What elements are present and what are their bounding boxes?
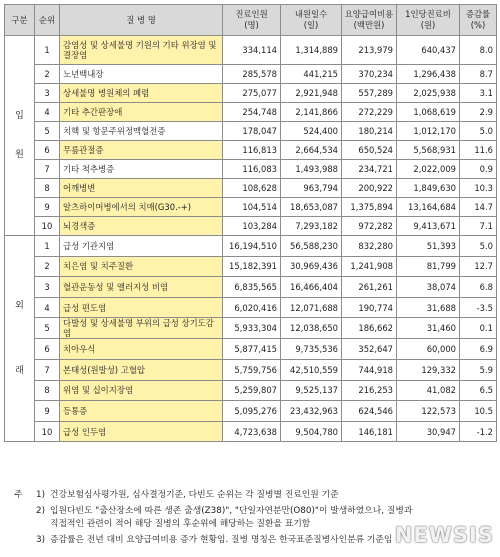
disease-name-cell: 치아우식	[60, 339, 223, 360]
footnote-1-text: 건강보험심사평가원, 심사결정기준, 다빈도 순위는 각 질병별 진료인원 기준	[50, 490, 339, 500]
disease-name-cell: 등통증	[60, 401, 223, 422]
footnote-3-label: 3)	[36, 535, 46, 545]
disease-name-cell: 급성 편도염	[60, 297, 223, 318]
rank-cell: 1	[35, 236, 60, 257]
growth-cell: 0.1	[460, 318, 497, 339]
cost-cell: 213,979	[342, 36, 397, 65]
header-row	[5, 5, 497, 36]
col-header-per-person: 1인당진료비 (원)	[397, 5, 460, 36]
table-row	[5, 256, 497, 277]
per-person-cell: 1,012,170	[397, 122, 460, 141]
patients-cell: 334,114	[223, 36, 281, 65]
col-header-cost: 요양급여비용 (백만원)	[342, 5, 397, 36]
per-person-cell: 38,074	[397, 277, 460, 298]
disease-name-cell: 본태성(원발성) 고혈압	[60, 359, 223, 380]
days-cell: 2,921,948	[281, 84, 342, 103]
patients-cell: 4,723,638	[223, 421, 281, 442]
footnote-1-label: 1)	[36, 490, 46, 500]
growth-cell: 14.7	[460, 198, 497, 217]
days-cell: 441,215	[281, 65, 342, 84]
cost-cell: 216,253	[342, 380, 397, 401]
rank-cell: 3	[35, 277, 60, 298]
patients-cell: 16,194,510	[223, 236, 281, 257]
table-row	[5, 179, 497, 198]
rank-cell: 9	[35, 198, 60, 217]
cost-cell: 190,774	[342, 297, 397, 318]
table-row	[5, 359, 497, 380]
table-row	[5, 65, 497, 84]
growth-cell: 8.0	[460, 36, 497, 65]
growth-cell: 0.9	[460, 160, 497, 179]
patients-cell: 5,759,756	[223, 359, 281, 380]
growth-cell: 5.0	[460, 122, 497, 141]
footnote-prefix: 주	[14, 490, 23, 500]
table-row	[5, 217, 497, 236]
patients-cell: 254,748	[223, 103, 281, 122]
col-header-patients: 진료인원 (명)	[223, 5, 281, 36]
rank-cell: 2	[35, 256, 60, 277]
rank-cell: 8	[35, 179, 60, 198]
growth-cell: 10.5	[460, 401, 497, 422]
rank-cell: 6	[35, 339, 60, 360]
cost-cell: 1,241,908	[342, 256, 397, 277]
col-header-group: 구분	[5, 5, 35, 36]
patients-cell: 103,284	[223, 217, 281, 236]
per-person-cell: 1,849,630	[397, 179, 460, 198]
growth-cell: 6.8	[460, 277, 497, 298]
per-person-cell: 1,296,438	[397, 65, 460, 84]
days-cell: 12,038,650	[281, 318, 342, 339]
rank-cell: 2	[35, 65, 60, 84]
col-header-disease: 질 병 명	[60, 5, 223, 36]
disease-name-cell: 위염 및 십이지장염	[60, 380, 223, 401]
per-person-cell: 9,413,671	[397, 217, 460, 236]
disease-name-cell: 무릎관절증	[60, 141, 223, 160]
patients-cell: 275,077	[223, 84, 281, 103]
footnote-3-text: 증감률은 전년 대비 요양급여비용 증가 현황임. 질병 명칭은 한국표준질병사인분류 기준임	[50, 535, 393, 545]
table-row	[5, 339, 497, 360]
table-row	[5, 297, 497, 318]
table-row	[5, 141, 497, 160]
growth-cell: 6.5	[460, 380, 497, 401]
disease-name-cell: 기타 척추병증	[60, 160, 223, 179]
table-row	[5, 380, 497, 401]
patients-cell: 178,047	[223, 122, 281, 141]
per-person-cell: 31,460	[397, 318, 460, 339]
disease-name-cell: 노년백내장	[60, 65, 223, 84]
cost-cell: 650,524	[342, 141, 397, 160]
days-cell: 9,504,780	[281, 421, 342, 442]
cost-cell: 200,922	[342, 179, 397, 198]
patients-cell: 116,813	[223, 141, 281, 160]
disease-name-cell: 급성 기관지염	[60, 236, 223, 257]
rank-cell: 4	[35, 103, 60, 122]
table-row	[5, 160, 497, 179]
patients-cell: 15,182,391	[223, 256, 281, 277]
growth-cell: 7.1	[460, 217, 497, 236]
cost-cell: 624,546	[342, 401, 397, 422]
patients-cell: 6,835,565	[223, 277, 281, 298]
table-row	[5, 401, 497, 422]
per-person-cell: 30,947	[397, 421, 460, 442]
cost-cell: 744,918	[342, 359, 397, 380]
cost-cell: 186,662	[342, 318, 397, 339]
rank-cell: 6	[35, 141, 60, 160]
per-person-cell: 129,332	[397, 359, 460, 380]
per-person-cell: 51,393	[397, 236, 460, 257]
per-person-cell: 41,082	[397, 380, 460, 401]
per-person-cell: 5,568,931	[397, 141, 460, 160]
days-cell: 1,493,988	[281, 160, 342, 179]
growth-cell: 5.0	[460, 236, 497, 257]
days-cell: 56,588,230	[281, 236, 342, 257]
footnote-1	[14, 489, 494, 502]
disease-name-cell: 알츠하이머병에서의 치매(G30.-+)	[60, 198, 223, 217]
growth-cell: 6.9	[460, 339, 497, 360]
footnote-2-text-b: 직접적인 관련이 적어 해당 질병의 후순위에 해당하는 질환을 표기함	[50, 519, 311, 529]
col-header-days: 내원일수 (일)	[281, 5, 342, 36]
rank-cell: 5	[35, 318, 60, 339]
patients-cell: 5,933,304	[223, 318, 281, 339]
per-person-cell: 81,799	[397, 256, 460, 277]
days-cell: 2,141,866	[281, 103, 342, 122]
cost-cell: 180,214	[342, 122, 397, 141]
growth-cell: 3.1	[460, 84, 497, 103]
days-cell: 42,510,559	[281, 359, 342, 380]
disease-name-cell: 급성 인두염	[60, 421, 223, 442]
disease-name-cell: 치은염 및 치주질환	[60, 256, 223, 277]
per-person-cell: 13,164,684	[397, 198, 460, 217]
cost-cell: 972,282	[342, 217, 397, 236]
patients-cell: 6,020,416	[223, 297, 281, 318]
table-row	[5, 421, 497, 442]
cost-cell: 370,234	[342, 65, 397, 84]
days-cell: 9,735,536	[281, 339, 342, 360]
disease-name-cell: 혈관운동성 및 앨러지성 비염	[60, 277, 223, 298]
growth-cell: 8.7	[460, 65, 497, 84]
cost-cell: 234,721	[342, 160, 397, 179]
patients-cell: 116,083	[223, 160, 281, 179]
per-person-cell: 640,437	[397, 36, 460, 65]
rank-cell: 9	[35, 401, 60, 422]
cost-cell: 261,261	[342, 277, 397, 298]
growth-cell: 12.7	[460, 256, 497, 277]
per-person-cell: 60,000	[397, 339, 460, 360]
days-cell: 1,314,889	[281, 36, 342, 65]
cost-cell: 352,647	[342, 339, 397, 360]
disease-name-cell: 다발성 및 상세불명 부위의 급성 상기도감염	[60, 318, 223, 339]
cost-cell: 832,280	[342, 236, 397, 257]
cost-cell: 557,289	[342, 84, 397, 103]
table-row	[5, 84, 497, 103]
growth-cell: -3.5	[460, 297, 497, 318]
days-cell: 18,653,087	[281, 198, 342, 217]
footnote-2-text-a: 입원다빈도 "출산장소에 따른 생존 출생(Z38)", "단일자연분만(O80)"이 발생하였으나, 질병과	[50, 506, 413, 516]
days-cell: 7,293,182	[281, 217, 342, 236]
days-cell: 963,794	[281, 179, 342, 198]
rank-cell: 8	[35, 380, 60, 401]
growth-cell: 5.9	[460, 359, 497, 380]
table-row	[5, 198, 497, 217]
group-label: 입 원	[5, 36, 35, 236]
patients-cell: 104,514	[223, 198, 281, 217]
table-row	[5, 36, 497, 65]
patients-cell: 5,259,807	[223, 380, 281, 401]
disease-name-cell: 치핵 및 항문주위정맥혈전증	[60, 122, 223, 141]
cost-cell: 1,375,894	[342, 198, 397, 217]
disease-name-cell: 기타 추간판장애	[60, 103, 223, 122]
growth-cell: -1.2	[460, 421, 497, 442]
per-person-cell: 2,022,009	[397, 160, 460, 179]
disease-ranking-table	[4, 4, 497, 442]
growth-cell: 11.6	[460, 141, 497, 160]
rank-cell: 5	[35, 122, 60, 141]
table-row	[5, 103, 497, 122]
rank-cell: 10	[35, 217, 60, 236]
days-cell: 23,432,963	[281, 401, 342, 422]
per-person-cell: 2,025,938	[397, 84, 460, 103]
days-cell: 524,400	[281, 122, 342, 141]
disease-name-cell: 뇌경색증	[60, 217, 223, 236]
col-header-rank: 순위	[35, 5, 60, 36]
cost-cell: 146,181	[342, 421, 397, 442]
disease-name-cell: 어깨병변	[60, 179, 223, 198]
days-cell: 9,525,137	[281, 380, 342, 401]
disease-name-cell: 감염성 및 상세불명 기원의 기타 위장염 및 결장염	[60, 36, 223, 65]
growth-cell: 10.3	[460, 179, 497, 198]
growth-cell: 2.9	[460, 103, 497, 122]
newsis-watermark-logo: NEWSIS	[394, 523, 494, 547]
days-cell: 12,071,688	[281, 297, 342, 318]
days-cell: 16,466,404	[281, 277, 342, 298]
rank-cell: 7	[35, 359, 60, 380]
patients-cell: 285,578	[223, 65, 281, 84]
per-person-cell: 1,068,619	[397, 103, 460, 122]
patients-cell: 108,628	[223, 179, 281, 198]
table-row	[5, 277, 497, 298]
patients-cell: 5,095,276	[223, 401, 281, 422]
table-row	[5, 122, 497, 141]
rank-cell: 1	[35, 36, 60, 65]
patients-cell: 5,877,415	[223, 339, 281, 360]
group-label: 외 래	[5, 236, 35, 442]
per-person-cell: 31,688	[397, 297, 460, 318]
table-row	[5, 318, 497, 339]
col-header-growth: 증감률 (%)	[460, 5, 497, 36]
disease-name-cell: 상세불명 병원체의 폐렴	[60, 84, 223, 103]
rank-cell: 4	[35, 297, 60, 318]
footnote-2-label: 2)	[36, 506, 46, 516]
days-cell: 2,664,534	[281, 141, 342, 160]
table-row	[5, 236, 497, 257]
rank-cell: 3	[35, 84, 60, 103]
cost-cell: 272,229	[342, 103, 397, 122]
rank-cell: 7	[35, 160, 60, 179]
per-person-cell: 122,573	[397, 401, 460, 422]
days-cell: 30,969,436	[281, 256, 342, 277]
rank-cell: 10	[35, 421, 60, 442]
